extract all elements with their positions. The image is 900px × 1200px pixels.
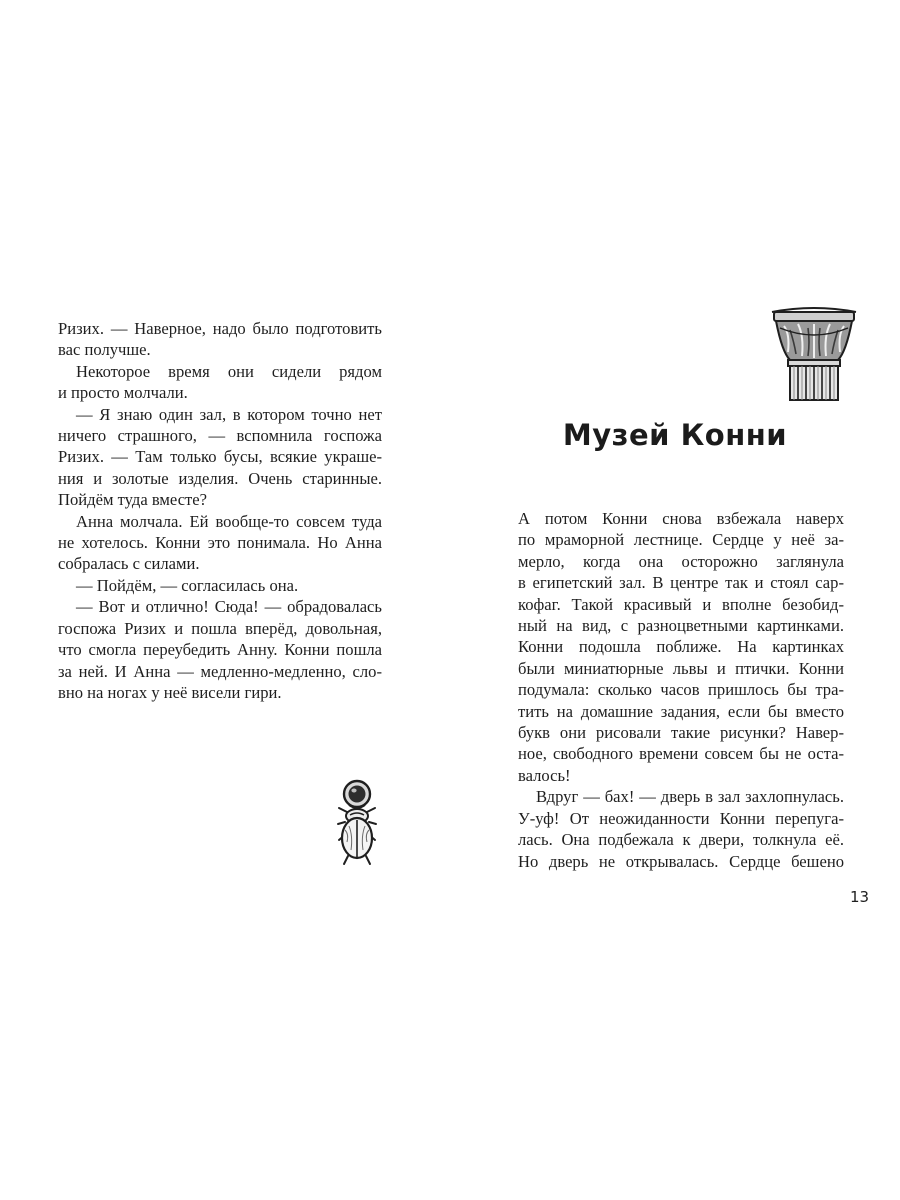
text-line: Анна молчала. Ей вообще-то совсем туда bbox=[76, 511, 382, 531]
text-line: по мраморной лестнице. Сердце у неё за- bbox=[518, 530, 844, 550]
text-line: ничего страшного, — вспомнила госпожа bbox=[58, 426, 382, 446]
text-line: были миниатюрные львы и птички. Конни bbox=[518, 658, 844, 678]
scarab-beetle-icon bbox=[335, 778, 379, 868]
text-line: что смогла переубедить Анну. Конни пошла bbox=[58, 640, 382, 660]
text-line: за ней. И Анна — медленно-медленно, сло- bbox=[58, 661, 382, 681]
text-line: ное, свободного времени совсем бы не оста- bbox=[518, 744, 844, 764]
text-line: Ризих. — Там только бусы, всякие украше- bbox=[58, 447, 382, 467]
right-page-text bbox=[518, 508, 844, 872]
text-line: не хотелось. Конни это понимала. Но Анна bbox=[58, 533, 382, 553]
text-line: Пойдём туда вместе? bbox=[58, 490, 208, 510]
text-line: А потом Конни снова взбежала наверх bbox=[518, 509, 844, 528]
text-line: Конни подошла поближе. На картинках bbox=[518, 637, 844, 657]
text-line: подумала: сколько часов пришлось бы тра- bbox=[518, 680, 844, 700]
text-line: валось! bbox=[518, 765, 571, 785]
text-line: собралась с силами. bbox=[58, 554, 200, 574]
text-line: — Пойдём, — согласилась она. bbox=[76, 575, 299, 595]
text-line: ния и золотые изделия. Очень старинные. bbox=[58, 468, 382, 488]
text-line: лась. Она подбежала к двери, толкнула её. bbox=[518, 830, 844, 850]
text-line: тить на домашние задания, если бы вместо bbox=[518, 701, 844, 721]
text-line: мерло, когда она осторожно заглянула bbox=[518, 551, 844, 571]
text-line: Но дверь не открывалась. Сердце бешено bbox=[518, 851, 844, 871]
text-line: и просто молчали. bbox=[58, 383, 188, 403]
text-line: Некоторое время они сидели рядом bbox=[76, 361, 382, 381]
text-line: — Вот и отлично! Сюда! — обрадовалась bbox=[76, 597, 382, 617]
text-line: госпожа Ризих и пошла вперёд, довольная, bbox=[58, 618, 382, 638]
chapter-title: Музей Конни bbox=[562, 418, 788, 452]
text-line: вно на ногах у неё висели гири. bbox=[58, 682, 282, 702]
text-line: кофаг. Такой красивый и вполне безобид- bbox=[518, 594, 844, 614]
text-line: в египетский зал. В центре так и стоял сар- bbox=[518, 573, 844, 593]
text-line: — Я знаю один зал, в котором точно нет bbox=[76, 404, 382, 424]
text-line: ный на вид, с разноцветными картинками. bbox=[518, 616, 844, 636]
left-page-text bbox=[58, 318, 382, 703]
text-line: букв они рисовали такие рисунки? Навер- bbox=[518, 723, 844, 743]
text-line: Вдруг — бах! — дверь в зал захлопнулась. bbox=[536, 787, 844, 807]
right-page bbox=[450, 0, 900, 1200]
text-line: У-уф! От неожиданности Конни перепуга- bbox=[518, 808, 844, 828]
egyptian-column-capital-icon bbox=[768, 304, 860, 402]
page-number: 13 bbox=[850, 888, 870, 906]
text-line: вас получше. bbox=[58, 340, 151, 360]
text-line: Ризих. — Наверное, надо было подготовить bbox=[58, 319, 382, 338]
